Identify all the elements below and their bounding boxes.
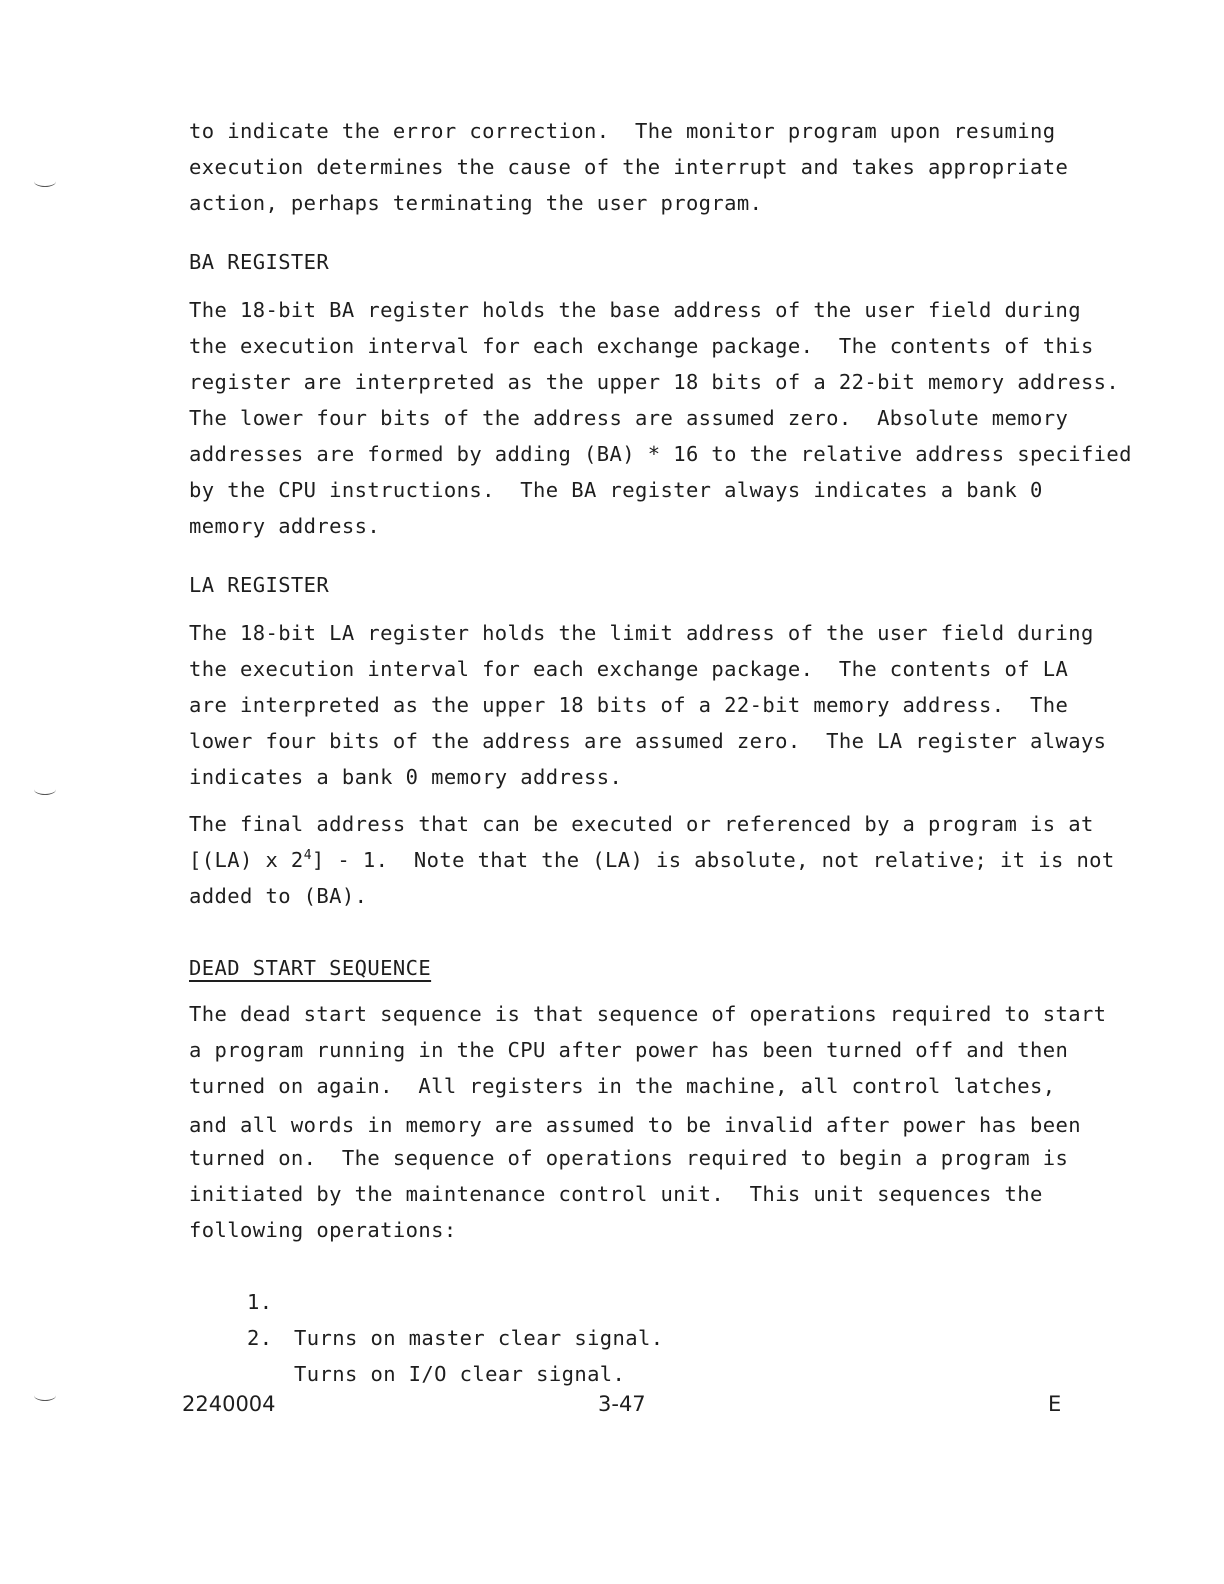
- paragraph-line: The final address that can be executed or referenced by a program is at: [189, 812, 1094, 836]
- paragraph-line: indicates a bank 0 memory address.: [189, 765, 623, 789]
- paragraph-line: The lower four bits of the address are assumed zero. Absolute memory: [189, 406, 1069, 430]
- paragraph-line: the execution interval for each exchange package. The contents of LA: [189, 657, 1069, 681]
- list-item-text: Turns on master clear signal.: [294, 1326, 664, 1350]
- list-item-number: 2.: [247, 1326, 273, 1350]
- paragraph-line: added to (BA).: [189, 884, 368, 908]
- paragraph-line: addresses are formed by adding (BA) * 16 to the relative address specified: [189, 442, 1132, 466]
- formula-text-rest: ] - 1. Note that the (LA) is absolute, not relative; it is not: [311, 848, 1115, 872]
- formula-text: [(LA) x 2: [189, 848, 304, 872]
- list-item-number: 1.: [247, 1290, 273, 1314]
- footer-page-number: 3-47: [598, 1392, 646, 1416]
- paragraph-line: turned on again. All registers in the machine, all control latches,: [189, 1074, 1056, 1098]
- paragraph-line: lower four bits of the address are assumed zero. The LA register always: [189, 729, 1107, 753]
- scan-margin-mark: [34, 1390, 56, 1401]
- footer-doc-number: 2240004: [182, 1392, 276, 1416]
- paragraph-line: turned on. The sequence of operations required to begin a program is: [189, 1146, 1069, 1170]
- paragraph-line: to indicate the error correction. The monitor program upon resuming: [189, 119, 1056, 143]
- paragraph-line: register are interpreted as the upper 18 bits of a 22-bit memory address.: [189, 370, 1120, 394]
- paragraph-line: by the CPU instructions. The BA register always indicates a bank 0: [189, 478, 1043, 502]
- paragraph-line: The 18-bit LA register holds the limit address of the user field during: [189, 621, 1094, 645]
- paragraph-line: following operations:: [189, 1218, 457, 1242]
- scan-margin-mark: [34, 784, 56, 795]
- paragraph-line: initiated by the maintenance control unit. This unit sequences the: [189, 1182, 1043, 1206]
- exponent: 4: [303, 848, 312, 863]
- section-heading-ba-register: BA REGISTER: [189, 250, 330, 274]
- paragraph-line: action, perhaps terminating the user program.: [189, 191, 763, 215]
- paragraph-line: a program running in the CPU after power has been turned off and then: [189, 1038, 1069, 1062]
- footer-revision: E: [1048, 1392, 1062, 1416]
- paragraph-line: The dead start sequence is that sequence of operations required to start: [189, 1002, 1107, 1026]
- formula-line: [189, 842, 1115, 878]
- list-item-text: Turns on I/O clear signal.: [294, 1362, 626, 1386]
- paragraph-line: execution determines the cause of the interrupt and takes appropriate: [189, 155, 1069, 179]
- paragraph-line: the execution interval for each exchange package. The contents of this: [189, 334, 1094, 358]
- section-heading-la-register: LA REGISTER: [189, 573, 330, 597]
- paragraph-line: memory address.: [189, 514, 381, 538]
- paragraph-line: and all words in memory are assumed to be invalid after power has been: [189, 1113, 1081, 1137]
- paragraph-line: are interpreted as the upper 18 bits of a 22-bit memory address. The: [189, 693, 1069, 717]
- section-heading-dead-start-sequence: DEAD START SEQUENCE: [189, 956, 432, 980]
- paragraph-line: The 18-bit BA register holds the base address of the user field during: [189, 298, 1081, 322]
- scan-margin-mark: [34, 176, 56, 187]
